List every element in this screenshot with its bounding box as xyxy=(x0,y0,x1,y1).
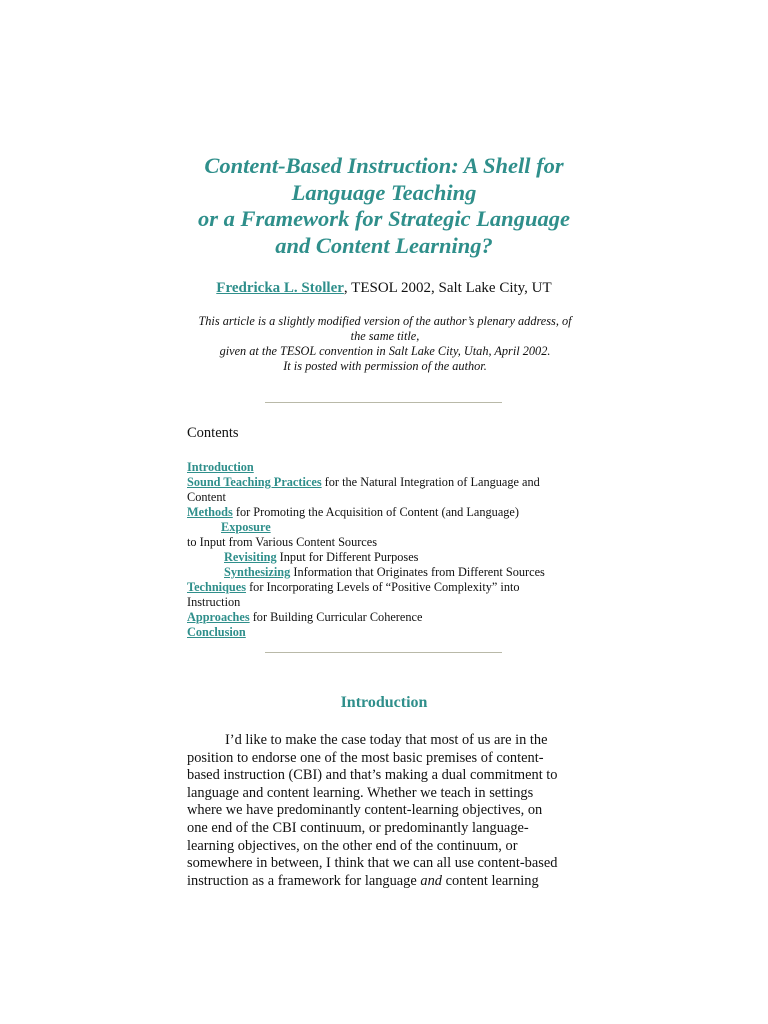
title-line: or a Framework for Strategic Language xyxy=(198,206,570,231)
toc-link-methods[interactable]: Methods xyxy=(187,505,233,519)
toc-subitem xyxy=(187,520,567,535)
toc-link-sound-teaching-practices[interactable]: Sound Teaching Practices xyxy=(187,475,322,489)
paragraph-line xyxy=(187,873,567,891)
toc-text: for the Natural Integration of Language and xyxy=(321,475,540,489)
toc-item xyxy=(187,610,567,625)
note-line: given at the TESOL convention in Salt Lake City, Utah, April 2002. xyxy=(219,344,551,358)
paragraph-line: where we have predominantly content-learning objectives, on xyxy=(187,802,543,819)
author-link[interactable]: Fredricka L. Stoller xyxy=(216,280,344,296)
introduction-paragraph xyxy=(187,732,567,890)
line-text: content learning xyxy=(441,872,539,889)
paragraph-line: somewhere in between, I think that we can all use content-based xyxy=(187,855,558,872)
note-line: the same title, xyxy=(350,329,420,343)
title-line: Language Teaching xyxy=(291,179,477,205)
toc-text: Information that Originates from Different Sources xyxy=(290,565,545,579)
note-line: This article is a slightly modified version of the author’s plenary address, of xyxy=(198,314,572,328)
toc-link-conclusion[interactable]: Conclusion xyxy=(187,625,246,639)
toc-item xyxy=(187,625,567,640)
title-line: Content-Based Instruction: A Shell for xyxy=(204,153,564,178)
toc-text: for Building Curricular Coherence xyxy=(249,610,423,624)
toc-link-exposure[interactable]: Exposure xyxy=(221,520,271,534)
toc-text: for Promoting the Acquisition of Content (and Language) xyxy=(232,505,519,519)
section-heading-introduction: Introduction xyxy=(340,694,428,711)
note-line: It is posted with permission of the author. xyxy=(283,359,487,373)
paragraph-line: one end of the CBI continuum, or predominantly language- xyxy=(187,819,529,836)
line-text: instruction as a framework for language xyxy=(187,872,421,889)
toc-link-synthesizing[interactable]: Synthesizing xyxy=(224,565,291,579)
toc-item-continuation: Content xyxy=(187,490,226,504)
toc-item xyxy=(187,580,567,595)
toc-item xyxy=(187,505,567,520)
toc-item xyxy=(187,460,567,475)
toc-link-introduction[interactable]: Introduction xyxy=(187,460,254,474)
paragraph-line: language and content learning. Whether we teach in settings xyxy=(187,784,534,801)
toc-item-continuation: Instruction xyxy=(187,595,241,609)
toc-link-revisiting[interactable]: Revisiting xyxy=(224,550,277,564)
toc-item-continuation: to Input from Various Content Sources xyxy=(187,535,378,549)
divider-bottom xyxy=(265,652,502,653)
byline xyxy=(0,278,768,298)
byline-text: , TESOL 2002, Salt Lake City, UT xyxy=(343,280,552,296)
emphasis-text: and xyxy=(420,872,442,889)
title-line: and Content Learning? xyxy=(275,232,493,258)
contents-heading: Contents xyxy=(187,425,239,441)
toc-text: Input for Different Purposes xyxy=(276,550,419,564)
toc-text: for Incorporating Levels of “Positive Complexity” into xyxy=(246,580,520,594)
publication-note xyxy=(190,314,580,374)
paragraph-line: learning objectives, on the other end of the continuum, or xyxy=(187,837,518,854)
toc-link-techniques[interactable]: Techniques xyxy=(187,580,247,594)
paragraph-line: I’d like to make the case today that most of us are in the xyxy=(225,732,548,748)
divider-top xyxy=(265,402,502,403)
paragraph-line: based instruction (CBI) and that’s making a dual commitment to xyxy=(187,767,558,784)
article-title xyxy=(0,153,768,259)
table-of-contents xyxy=(187,460,567,640)
toc-subitem xyxy=(187,565,567,580)
toc-item xyxy=(187,475,567,490)
toc-link-approaches[interactable]: Approaches xyxy=(187,610,250,624)
toc-subitem xyxy=(187,550,567,565)
paragraph-line: position to endorse one of the most basic premises of content- xyxy=(187,749,544,766)
